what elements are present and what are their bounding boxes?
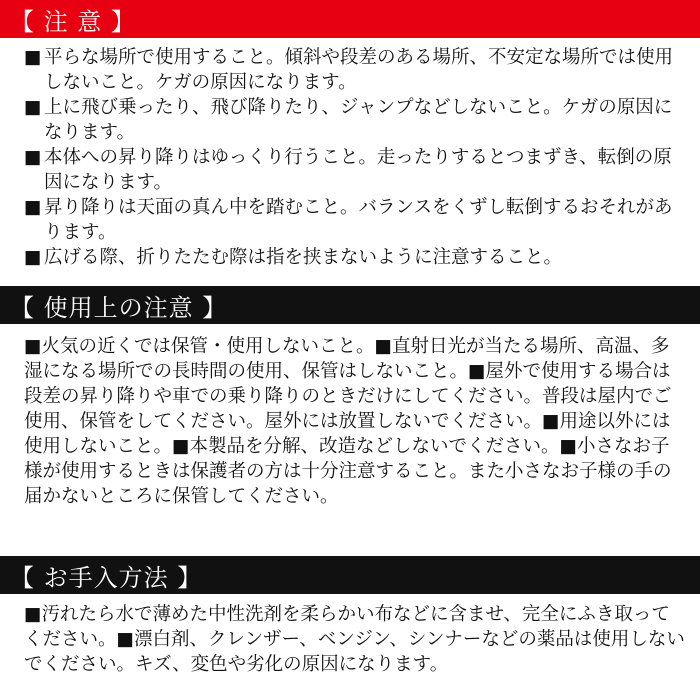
care-instructions — [24, 602, 686, 677]
bullet-square-icon: ■ — [24, 197, 42, 218]
bullet-square-icon: ■ — [24, 247, 42, 268]
caution-item — [24, 45, 686, 95]
caution-item — [24, 95, 686, 145]
usage-notes-text: ■火気の近くでは保管・使用しないこと。■直射日光が当たる場所、高温、多湿になる場所での長時間の使用、保管はしないこと。■屋外で使用する場合は段差の昇り降りや車での乗り降りのときだけにしてください。普段は屋内でご使用、保管をしてください。屋外には放置しないでください。■用途以外には使用しないこと。■本製品を分解、改造などしないでください。■小さなお子様が使用するときは保護者の方は十分注意すること。また小さなお子様の手の届かないところに保管してください。 — [24, 336, 672, 507]
caution-item — [24, 195, 686, 245]
caution-item-text: 昇り降りは天面の真ん中を踏むこと。バランスをくずし転倒するおそれがあります。 — [44, 197, 673, 243]
caution-item-text: 本体への昇り降りはゆっくり行うこと。走ったりするとつまずき、転倒の原因になります。 — [44, 147, 672, 193]
usage-notes — [24, 334, 686, 509]
care-section-header — [0, 556, 700, 594]
caution-list — [24, 45, 686, 270]
bullet-square-icon: ■ — [24, 47, 42, 68]
caution-item-text: 平らな場所で使用すること。傾斜や段差のある場所、不安定な場所では使用しないこと。ケガの原因になります。 — [44, 47, 674, 93]
usage-section-title: 【 使用上の注意 】 — [10, 293, 228, 322]
caution-item-text: 広げる際、折りたたむ際は指を挟まないように注意すること。 — [44, 247, 563, 268]
caution-item — [24, 145, 686, 195]
caution-item — [24, 245, 686, 270]
care-instructions-text: ■汚れたら水で薄めた中性洗剤を柔らかい布などに含ませ、完全にふき取ってください。■漂白剤、クレンザー、ベンジン、シンナーなどの薬品は使用しないでください。キズ、変色や劣化の原因になります。 — [24, 604, 685, 675]
caution-section-title: 【 注 意 】 — [10, 7, 136, 36]
bullet-square-icon: ■ — [24, 97, 42, 118]
usage-section-header — [0, 286, 700, 324]
caution-item-text: 上に飛び乗ったり、飛び降りたり、ジャンプなどしないこと。ケガの原因になります。 — [44, 97, 673, 143]
bullet-square-icon: ■ — [24, 147, 42, 168]
caution-section-header — [0, 0, 700, 38]
care-section-title: 【 お手入方法 】 — [10, 563, 203, 592]
